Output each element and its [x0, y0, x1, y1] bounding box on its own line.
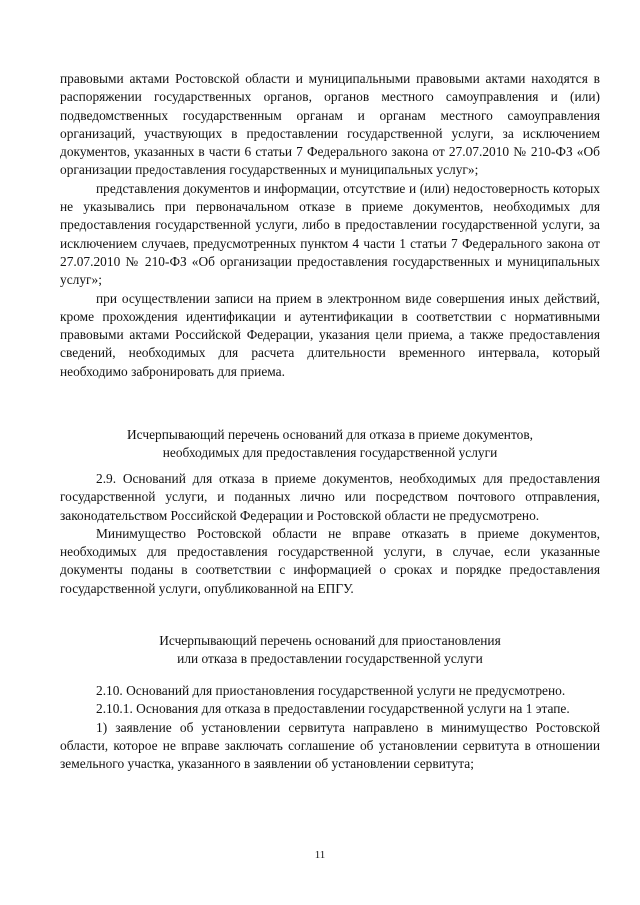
paragraph: 2.10. Оснований для приостановления государственной услуги не предусмотрено. [96, 683, 566, 698]
heading-line: Исчерпывающий перечень оснований для приостановления [159, 633, 501, 648]
paragraph: представления документов и информации, отсутствие и (или) недостоверность которых не указывались при первоначальном отказе в приеме документов, необходимых для предоставления государственной услуги, либо в предоставлении государственной услуги, за исключением случаев, предусмотренных пунктом 4 части 1 статьи 7 Федерального закона от 27.07.2010 № 210-ФЗ «Об организации предоставления государственных и муниципальных услуг»; [60, 180, 600, 288]
text-block-section-2-10 [60, 682, 600, 773]
paragraph: при осуществлении записи на прием в электронном виде совершения иных действий, кроме прохождения идентификации и аутентификации в соответствии с нормативными правовыми актами Российской Федерации, указания цели приема, а также предоставления сведений, необходимых для расчета длительности временного интервала, который необходимо забронировать для приема. [60, 290, 600, 379]
section-heading-suspension-refusal [60, 632, 600, 669]
paragraph: 2.10.1. Основания для отказа в предоставлении государственной услуги на 1 этапе. [96, 701, 570, 717]
section-heading-document-refusal [60, 426, 600, 463]
paragraph: 1) заявление об установлении сервитута направлено в минимущество Ростовской области, которое не вправе заключать соглашение об установлении сервитута в отношении земельного участка, указанного в заявлении об установлении сервитута; [60, 719, 600, 772]
paragraph: правовыми актами Ростовской области и муниципальными правовыми актами находятся в распоряжении государственных органов, органов местного самоуправления и (или) подведомственных государственным органам и органам местного самоуправления организаций, участвующих в предоставлении государственной услуги, за исключением документов, указанных в части 6 статьи 7 Федерального закона от 27.07.2010 № 210-ФЗ «Об организации предоставления государственных и муниципальных услуг»; [60, 71, 600, 178]
heading-line: или отказа в предоставлении государственной услуги [177, 651, 483, 667]
text-block-section-2-9 [60, 470, 600, 598]
paragraph: Минимущество Ростовской области не вправе отказать в приеме документов, необходимых для предоставления государственной услуги, в случае, если указанные документы поданы в соответствии с информацией о сроках и порядке предоставления государственной услуги, опубликованной на ЕПГУ. [60, 525, 600, 596]
heading-line: необходимых для предоставления государственной услуги [162, 445, 498, 461]
text-block-intro [60, 70, 600, 381]
page-number: 11 [314, 849, 326, 861]
paragraph: 2.9. Оснований для отказа в приеме документов, необходимых для предоставления государственной услуги, и поданных лично или посредством почтового отправления, законодательством Российской Федерации и Ростовской области не предусмотрено. [60, 471, 600, 523]
heading-line: Исчерпывающий перечень оснований для отказа в приеме документов, [126, 427, 534, 442]
